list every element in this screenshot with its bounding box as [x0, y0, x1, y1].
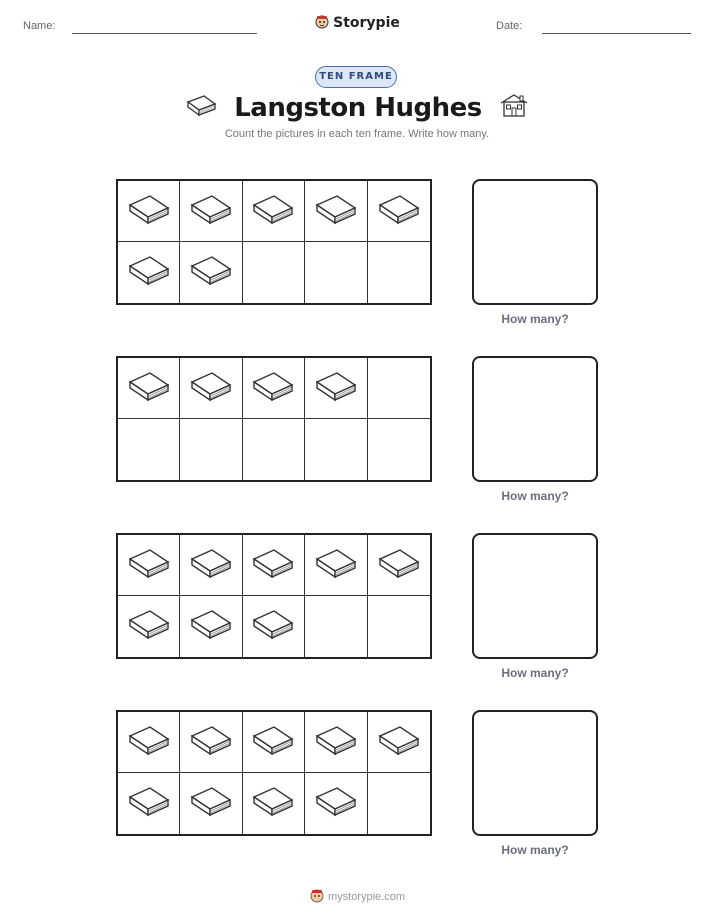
book-icon	[126, 781, 172, 826]
book-icon	[126, 366, 172, 411]
ten-frame-cell	[305, 712, 367, 773]
ten-frame-cell	[118, 712, 180, 773]
book-icon	[250, 366, 296, 411]
ten-frame-cell	[305, 535, 367, 596]
ten-frame-cell	[180, 712, 242, 773]
how-many-label: How many?	[501, 843, 569, 857]
ten-frame-cell	[243, 712, 305, 773]
ten-frame-cell	[368, 712, 430, 773]
ten-frame	[116, 533, 432, 659]
answer-box[interactable]	[472, 179, 598, 305]
ten-frame-cell	[368, 358, 430, 419]
ten-frame-cell	[243, 181, 305, 242]
ten-frame-cell	[180, 773, 242, 834]
ten-frame-cell	[180, 596, 242, 657]
ten-frame-cell	[305, 773, 367, 834]
ten-frame-cell	[118, 242, 180, 303]
book-icon	[188, 366, 234, 411]
book-icon	[126, 250, 172, 295]
ten-frame-cell	[368, 242, 430, 303]
book-icon	[188, 604, 234, 649]
ten-frame	[116, 179, 432, 305]
brand-name: Storypie	[333, 15, 400, 31]
book-icon	[313, 189, 359, 234]
book-icon	[313, 781, 359, 826]
ten-frame-cell	[180, 358, 242, 419]
ten-frame-cell	[118, 596, 180, 657]
mascot-icon	[309, 888, 325, 907]
ten-frame-cell	[305, 419, 367, 480]
ten-frame-cell	[368, 773, 430, 834]
book-icon	[250, 781, 296, 826]
brand-logo	[0, 14, 714, 34]
how-many-label: How many?	[501, 312, 569, 326]
book-icon	[188, 720, 234, 765]
ten-frame-cell	[243, 419, 305, 480]
ten-frame-badge: TEN FRAME	[315, 66, 397, 88]
ten-frame-cell	[305, 596, 367, 657]
ten-frame-cell	[368, 181, 430, 242]
ten-frame-cell	[118, 419, 180, 480]
date-label: Date:	[496, 20, 523, 32]
answer-box[interactable]	[472, 533, 598, 659]
book-icon	[376, 543, 422, 588]
book-icon	[376, 189, 422, 234]
book-icon	[250, 604, 296, 649]
ten-frame-cell	[118, 535, 180, 596]
ten-frame	[116, 356, 432, 482]
book-icon	[188, 543, 234, 588]
book-icon	[313, 543, 359, 588]
book-icon	[126, 189, 172, 234]
book-icon	[126, 720, 172, 765]
book-icon	[313, 366, 359, 411]
book-icon	[250, 189, 296, 234]
answer-box[interactable]	[472, 710, 598, 836]
ten-frame-cell	[243, 242, 305, 303]
ten-frame-cell	[243, 358, 305, 419]
book-icon	[250, 720, 296, 765]
book-icon	[376, 720, 422, 765]
title-row	[0, 92, 714, 123]
answer-box[interactable]	[472, 356, 598, 482]
ten-frame-cell	[180, 181, 242, 242]
ten-frame-cell	[118, 773, 180, 834]
ten-frame-cell	[305, 181, 367, 242]
book-icon	[188, 781, 234, 826]
book-icon	[250, 543, 296, 588]
house-icon	[498, 92, 530, 123]
page-title: Langston Hughes	[234, 92, 482, 123]
ten-frame	[116, 710, 432, 836]
how-many-label: How many?	[501, 666, 569, 680]
ten-frame-cell	[180, 242, 242, 303]
ten-frame-cell	[118, 358, 180, 419]
ten-frame-cell	[243, 535, 305, 596]
book-icon	[126, 543, 172, 588]
footer	[0, 888, 714, 907]
book-icon	[126, 604, 172, 649]
ten-frame-cell	[305, 242, 367, 303]
book-icon	[313, 720, 359, 765]
book-icon	[188, 189, 234, 234]
footer-url: mystorypie.com	[327, 891, 406, 903]
how-many-label: How many?	[501, 489, 569, 503]
instructions: Count the pictures in each ten frame. Write how many.	[224, 128, 490, 140]
ten-frame-cell	[243, 773, 305, 834]
ten-frame-cell	[180, 535, 242, 596]
name-label: Name:	[23, 20, 56, 32]
book-icon	[188, 250, 234, 295]
ten-frame-cell	[243, 596, 305, 657]
book-icon	[184, 92, 218, 123]
ten-frame-cell	[305, 358, 367, 419]
ten-frame-cell	[368, 419, 430, 480]
ten-frame-cell	[118, 181, 180, 242]
ten-frame-cell	[368, 596, 430, 657]
mascot-icon	[314, 14, 330, 34]
date-line[interactable]	[542, 33, 691, 34]
ten-frame-cell	[368, 535, 430, 596]
ten-frame-cell	[180, 419, 242, 480]
